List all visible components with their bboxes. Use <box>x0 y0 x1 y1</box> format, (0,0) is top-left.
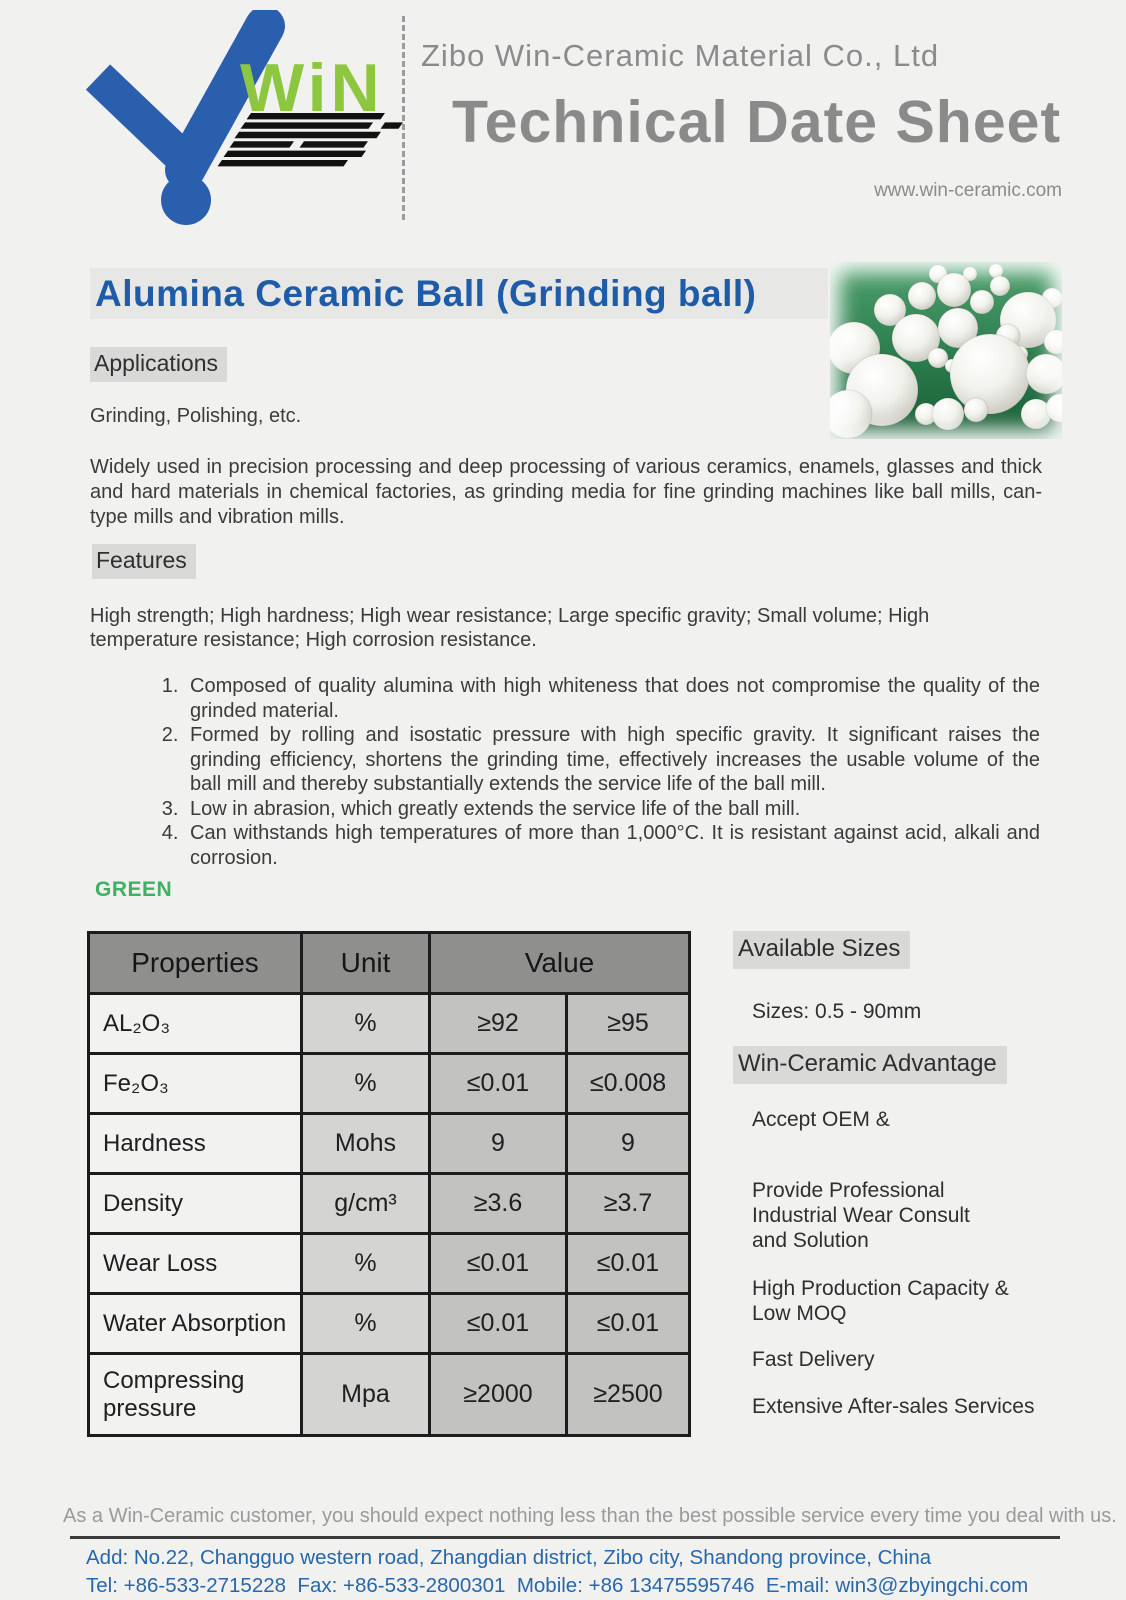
unit-cell: g/cm³ <box>302 1174 430 1234</box>
applications-section-heading <box>90 347 227 382</box>
footer-tagline: As a Win-Ceramic customer, you should expect nothing less than the best possible service every time you deal with us. <box>63 1505 1117 1527</box>
table-header-row <box>89 933 690 994</box>
applications-body: Widely used in precision processing and deep processing of various ceramics, enamels, glasses and thick and hard materials in chemical factories, as grinding media for fine grinding machines like ball mills, can-type mills and vibration mills. <box>90 456 1042 528</box>
website-url: www.win-ceramic.com <box>874 180 1062 201</box>
feature-item: 1. Composed of quality alumina with high whiteness that does not compromise the quality of the grinded material. <box>184 674 1040 723</box>
value-cell: ≥2500 <box>567 1354 690 1436</box>
advantage-item: High Production Capacity & Low MOQ <box>752 1277 1009 1325</box>
green-label: GREEN <box>95 878 173 901</box>
unit-cell: % <box>302 994 430 1054</box>
unit-cell: % <box>302 1054 430 1114</box>
footer-address: Add: No.22, Changguo western road, Zhangdian district, Zibo city, Shandong province, China <box>86 1546 932 1569</box>
col-header-value: Value <box>430 933 690 994</box>
available-sizes-label: Available Sizes <box>733 931 910 969</box>
applications-heading-label: Applications <box>90 347 227 382</box>
value-cell: ≤0.008 <box>567 1054 690 1114</box>
table-row <box>89 1294 690 1354</box>
unit-cell: Mohs <box>302 1114 430 1174</box>
property-cell: Fe₂O₃ <box>89 1054 302 1114</box>
applications-intro: Grinding, Polishing, etc. <box>90 405 302 427</box>
feature-item: 3. Low in abrasion, which greatly extends the service life of the ball mill. <box>184 797 1040 822</box>
value-cell: ≤0.01 <box>430 1054 567 1114</box>
table-row <box>89 1354 690 1436</box>
value-cell: ≥3.6 <box>430 1174 567 1234</box>
value-cell: ≥2000 <box>430 1354 567 1436</box>
table-row <box>89 1234 690 1294</box>
value-cell: ≤0.01 <box>567 1294 690 1354</box>
features-heading-label: Features <box>92 544 196 579</box>
unit-cell: Mpa <box>302 1354 430 1436</box>
value-cell: 9 <box>430 1114 567 1174</box>
property-cell: Density <box>89 1174 302 1234</box>
header-dashed-divider <box>402 16 405 220</box>
property-cell: Water Absorption <box>89 1294 302 1354</box>
product-title: Alumina Ceramic Ball (Grinding ball) <box>95 273 757 314</box>
sizes-range-text: Sizes: 0.5 - 90mm <box>752 1000 922 1023</box>
properties-table <box>87 931 691 1437</box>
col-header-properties: Properties <box>89 933 302 994</box>
product-photo-ceramic-balls <box>830 262 1062 439</box>
advantage-heading <box>733 1046 1007 1084</box>
unit-cell: % <box>302 1294 430 1354</box>
feature-item: 4. Can withstands high temperatures of more than 1,000°C. It is resistant against acid, alkali and corrosion. <box>184 821 1040 870</box>
logo-win-text: WiN <box>240 50 384 126</box>
features-summary: High strength; High hardness; High wear resistance; Large specific gravity; Small volume; High temperature resistance; High corrosion resistance. <box>90 605 930 651</box>
table-row <box>89 1114 690 1174</box>
value-cell: 9 <box>567 1114 690 1174</box>
unit-cell: % <box>302 1234 430 1294</box>
available-sizes-heading <box>733 931 910 969</box>
value-cell: ≤0.01 <box>567 1234 690 1294</box>
col-header-unit: Unit <box>302 933 430 994</box>
property-cell: Wear Loss <box>89 1234 302 1294</box>
photo-white-vignette <box>830 262 1062 439</box>
value-cell: ≤0.01 <box>430 1294 567 1354</box>
property-cell: Hardness <box>89 1114 302 1174</box>
footer-divider-line <box>70 1536 1060 1539</box>
table-row <box>89 1174 690 1234</box>
value-cell: ≤0.01 <box>430 1234 567 1294</box>
company-name: Zibo Win-Ceramic Material Co., Ltd <box>421 38 940 73</box>
features-section-heading <box>92 544 196 579</box>
document-title: Technical Date Sheet <box>452 89 1062 155</box>
advantage-item: Extensive After-sales Services <box>752 1395 1035 1418</box>
advantage-item: Provide Professional Industrial Wear Consult and Solution <box>752 1179 970 1252</box>
footer-contacts: Tel: +86-533-2715228 Fax: +86-533-2800301 Mobile: +86 13475595746 E-mail: win3@zbyingchi.com <box>86 1574 1029 1597</box>
win-ceramic-logo <box>85 10 405 230</box>
advantage-item: Fast Delivery <box>752 1348 875 1371</box>
feature-item: 2. Formed by rolling and isostatic pressure with high specific gravity. It significant raises the grinding efficiency, shortens the grinding time, effectively increases the usable volume of the ball mill and thereby substantially extends the service life of the ball mill. <box>184 723 1040 797</box>
property-cell: AL₂O₃ <box>89 994 302 1054</box>
value-cell: ≥95 <box>567 994 690 1054</box>
value-cell: ≥3.7 <box>567 1174 690 1234</box>
product-title-bar <box>90 268 828 319</box>
property-cell: Compressing pressure <box>89 1354 302 1436</box>
advantage-item: Accept OEM & <box>752 1108 890 1131</box>
advantage-heading-label: Win-Ceramic Advantage <box>733 1046 1007 1084</box>
table-row <box>89 994 690 1054</box>
table-row <box>89 1054 690 1114</box>
features-list <box>90 674 1040 870</box>
value-cell: ≥92 <box>430 994 567 1054</box>
